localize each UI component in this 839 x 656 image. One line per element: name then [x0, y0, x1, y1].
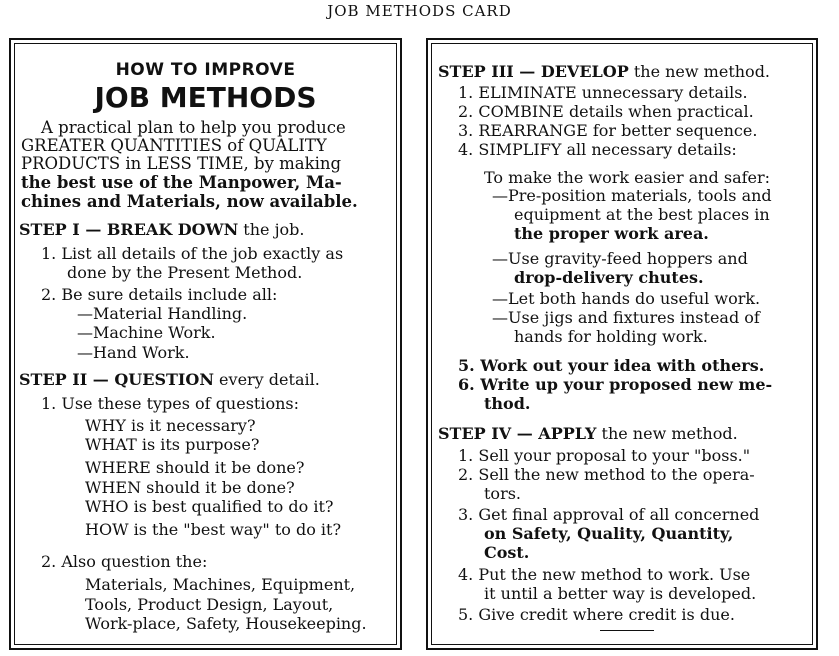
step4-item: 3. Get final approval of all concerned: [458, 505, 760, 524]
step4-item: 2. Sell the new method to the opera-: [458, 465, 755, 484]
step3-subitem: —Use gravity-feed hoppers and: [492, 249, 748, 268]
step4-item: 4. Put the new method to work. Use: [458, 565, 751, 584]
question-line: WHY is it necessary?: [85, 416, 256, 435]
step3-item: 2. COMBINE details when practical.: [458, 102, 754, 121]
also-line: Tools, Product Design, Layout,: [85, 595, 334, 614]
step4-item: it until a better way is developed.: [484, 584, 757, 603]
step4-item: on Safety, Quality, Quantity,: [484, 524, 734, 543]
left-panel: [9, 38, 402, 650]
question-line: WHAT is its purpose?: [85, 435, 260, 454]
step3-item: 3. REARRANGE for better sequence.: [458, 121, 758, 140]
also-line: Materials, Machines, Equipment,: [85, 575, 356, 594]
question-line: WHEN should it be done?: [85, 478, 295, 497]
step1-item: done by the Present Method.: [67, 263, 303, 282]
step1-heading: STEP I — BREAK DOWN the job.: [19, 220, 305, 239]
step4-heading: STEP IV — APPLY the new method.: [438, 424, 738, 443]
step2-item: 2. Also question the:: [41, 552, 208, 571]
also-line: Work-place, Safety, Housekeeping.: [85, 614, 367, 633]
step3-item: 6. Write up your proposed new me-: [458, 375, 773, 394]
step1-item: 1. List all details of the job exactly as: [41, 244, 344, 263]
step3-item: thod.: [484, 394, 531, 413]
step3-subitem: drop-delivery chutes.: [514, 268, 704, 287]
right-panel: [426, 38, 818, 650]
easier-intro: To make the work easier and safer:: [484, 168, 771, 187]
heading-job-methods: JOB METHODS: [94, 81, 317, 114]
question-line: HOW is the "best way" to do it?: [85, 520, 342, 539]
step4-item: tors.: [484, 484, 522, 503]
step3-item: 1. ELIMINATE unnecessary details.: [458, 83, 748, 102]
card-title: JOB METHODS CARD: [327, 2, 512, 20]
step3-subitem: —Pre-position materials, tools and: [492, 186, 772, 205]
step2-item: 1. Use these types of questions:: [41, 394, 299, 413]
step3-subitem: —Use jigs and fixtures instead of: [492, 308, 760, 327]
intro-line: PRODUCTS in LESS TIME, by making: [21, 154, 342, 173]
step3-item: 4. SIMPLIFY all necessary details:: [458, 140, 737, 159]
intro-line: A practical plan to help you produce: [41, 118, 346, 137]
intro-line: the best use of the Manpower, Ma-: [21, 173, 342, 192]
step1-subitem: —Hand Work.: [77, 343, 190, 362]
step2-heading: STEP II — QUESTION every detail.: [19, 370, 320, 389]
step4-item: 1. Sell your proposal to your "boss.": [458, 446, 751, 465]
step3-item: 5. Work out your idea with others.: [458, 356, 765, 375]
question-line: WHO is best qualified to do it?: [85, 497, 334, 516]
step1-item: 2. Be sure details include all:: [41, 285, 278, 304]
step3-subitem: —Let both hands do useful work.: [492, 289, 761, 308]
step3-heading: STEP III — DEVELOP the new method.: [438, 62, 771, 81]
end-rule: [600, 630, 654, 631]
intro-line: chines and Materials, now available.: [21, 192, 358, 211]
step3-subitem: hands for holding work.: [514, 327, 708, 346]
step1-subitem: —Machine Work.: [77, 323, 216, 342]
step1-subitem: —Material Handling.: [77, 304, 248, 323]
step3-subitem: equipment at the best places in: [514, 205, 770, 224]
step4-item: Cost.: [484, 543, 530, 562]
step4-item: 5. Give credit where credit is due.: [458, 605, 735, 624]
question-line: WHERE should it be done?: [85, 458, 305, 477]
step3-subitem: the proper work area.: [514, 224, 709, 243]
intro-line: GREATER QUANTITIES of QUALITY: [21, 136, 327, 155]
heading-how-to-improve: HOW TO IMPROVE: [115, 60, 296, 80]
